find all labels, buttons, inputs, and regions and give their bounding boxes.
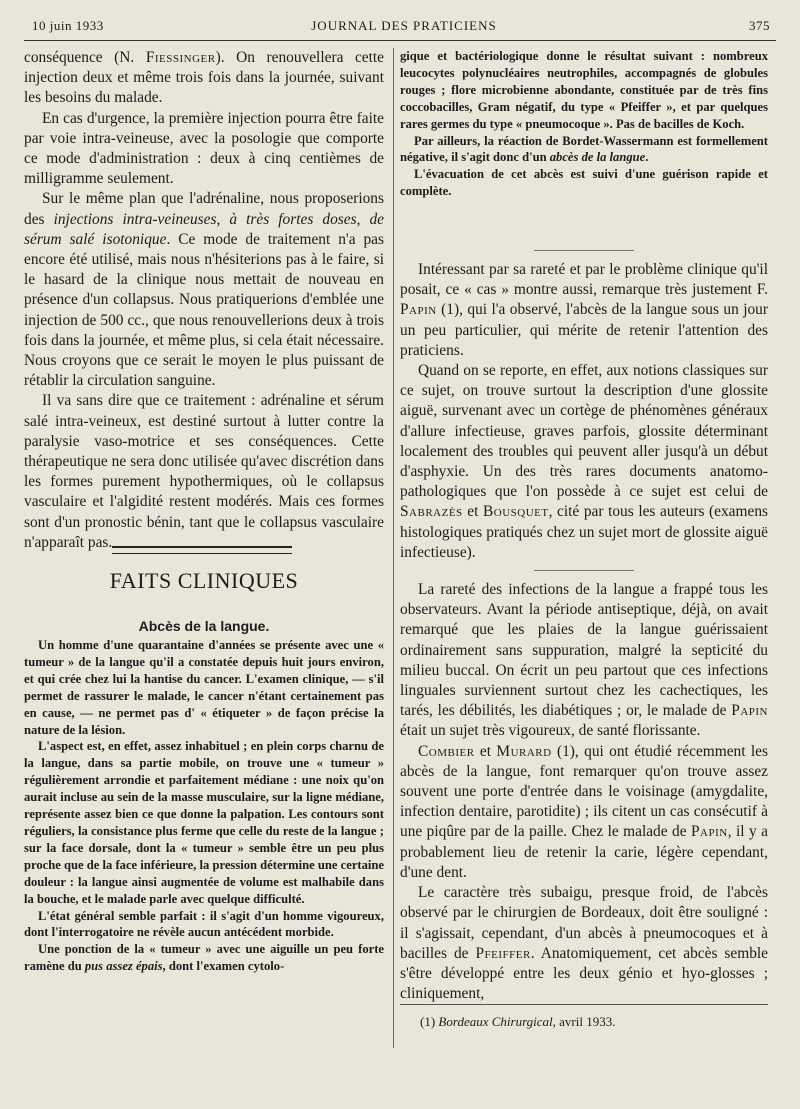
- right-column-discussion: [400, 250, 768, 1004]
- header-date: 10 juin 1933: [32, 18, 104, 33]
- paragraph: La rareté des infections de la langue a frappé tous les observateurs. Avant la période antiseptique, déjà, on avait remarqué que les plaies de la langue guérissaient ordinairement sans suppuration, malgré la septicité du milieu buccal. On écrit un peu partout que ces infections linguales surviennent surtout chez les cachectiques, les tarés, les débilités, les diabétiques ; or, le malade de Papin était un sujet très vigoureux, de santé florissante.: [400, 581, 768, 740]
- subsection-title: Abcès de la langue.: [138, 618, 270, 634]
- section-title: FAITS CLINIQUES: [109, 568, 299, 593]
- paragraph: conséquence (N. Fiessinger). On renouvellera cette injection deux et même trois fois dans la journée, suivant les besoins du malade.: [24, 49, 384, 107]
- separator: [534, 570, 634, 571]
- paragraph: Il va sans dire que ce traitement : adrénaline et sérum salé intra-veineux, est destiné surtout à lutter contre la paralysie vaso-motrice et ses conséquences. Cette thérapeutique ne sera donc utilisée qu'avec discrétion dans les formes purement hypothermiques, où le collapsus vasculaire et l'algidité restent modérés. Mais ces formes sont d'un pronostic bénin, tant que le collapsus vasculaire n'apparaît pas.: [24, 392, 384, 551]
- paragraph: Une ponction de la « tumeur » avec une aiguille un peu forte ramène du pus assez épais, dont l'examen cytolo-: [24, 942, 384, 974]
- header-rule: [24, 40, 776, 41]
- paragraph: L'évacuation de cet abcès est suivi d'une guérison rapide et complète.: [400, 167, 768, 199]
- paragraph: En cas d'urgence, la première injection pourra être faite par voie intra-veineuse, avec la posologie que comporte ce mode d'administration : deux à cinq centièmes de milligramme seulement.: [24, 109, 384, 188]
- paragraph: L'état général semble parfait : il s'agit d'un homme vigoureux, dont l'interrogatoire ne révèle aucun antécédent morbide.: [24, 908, 384, 940]
- paragraph: Le caractère très subaigu, presque froid, de l'abcès observé par le chirurgien de Bordeaux, doit être souligné : il s'agissait, cependant, d'un abcès à pneumocoques et à bacilles de Pfeiffer. Anatomiquement, cet abcès semble s'être développé entre les deux génio et hyo-glosses ; cliniquement,: [400, 884, 768, 1003]
- paragraph: Intéressant par sa rareté et par le problème clinique qu'il posait, ce « cas » montre aussi, remarque très justement F. Papin (1), qui l'a observé, l'abcès de la langue sous un jour un peu particulier, qui mérite de retenir l'attention des praticiens.: [400, 261, 768, 359]
- paragraph: Quand on se reporte, en effet, aux notions classiques sur ce sujet, on trouve surtout la description d'une glossite aiguë, survenant avec un cortège de phénomènes généraux d'allure infectieuse, graves parfois, glossite déterminant localement des troubles qui peuvent aller jusqu'à un début d'asphyxie. Un des très rares documents anatomo-pathologiques que l'on possède à ce sujet est celui de Sabrazès et Bousquet, cité par tous les auteurs (examens histologiques pratiqués chez un sujet mort de glossite aiguë infectieuse).: [400, 362, 769, 561]
- journal-title: JOURNAL DES PRATICIENS: [311, 18, 497, 33]
- paragraph: Combier et Murard (1), qui ont étudié récemment les abcès de la langue, font remarquer qu'on trouve assez souvent une porte d'entrée dans le voisinage (amygdalite, infection dentaire, parotidite) ; ils citent un cas consécutif à une piqûre par de la paille. Chez le malade de Papin, il y a probablement lieu de retenir la carie, légère cependant, d'une dent.: [400, 742, 768, 881]
- paragraph: Par ailleurs, la réaction de Bordet-Wassermann est formellement négative, il s'agit donc d'un abcès de la langue.: [400, 133, 768, 165]
- footnote-rule: [400, 1004, 768, 1005]
- running-header: [32, 14, 776, 38]
- section-rule: [112, 546, 292, 554]
- right-column-case-text: [400, 48, 768, 200]
- paragraph: L'aspect est, en effet, assez inhabituel ; en plein corps charnu de la langue, dans sa partie mobile, on trouve une « tumeur » régulièrement arrondie et parfaitement médiane : une noix qu'on aurait incluse au sein de la masse musculaire, sur la ligne médiane, représente assez bien ce que donne la palpation. Les contours sont réguliers, la consistance plus ferme que celle du reste de la langue ; sur la face dorsale, dont la « tumeur » semble être un peu plus proche que de la face inférieure, la pression détermine une certaine douleur : la langue ainsi augmentée de volume est malhabile dans la bouche, et le malade parle avec quelque difficulté.: [24, 739, 384, 906]
- paragraph: Un homme d'une quarantaine d'années se présente avec une « tumeur » de la langue qu'il a constatée depuis huit jours environ, et qui crée chez lui la hantise du cancer. L'examen clinique, — s'il permet de rassurer le malade, le cancer n'étant certainement pas en cause, — ne permet pas d' « étiqueter » de façon précise la nature de la lésion.: [24, 638, 384, 737]
- paragraph: Sur le même plan que l'adrénaline, nous proposerions des injections intra-veineuses, à très fortes doses, de sérum salé isotonique. Ce mode de traitement n'a pas encore été utilisé, mais nous n'hésiterions pas à le faire, si le hasard de la clinique nous mettait de nouveau en présence d'un collapsus. Nous pratiquerions d'emblée une injection de 500 cc., que nous renouvellerions deux à trois fois dans la journée, et même plus, si cela était nécessaire. Nous croyons que ce serait le moyen le plus puissant de rétablir la circulation sanguine.: [24, 190, 384, 390]
- separator: [534, 250, 634, 251]
- page-number: 375: [749, 18, 770, 33]
- left-column-text: [24, 48, 384, 553]
- footnote: (1) Bordeaux Chirurgical, avril 1933.: [420, 1014, 616, 1029]
- case-report-text: [24, 637, 384, 975]
- paragraph: gique et bactériologique donne le résultat suivant : nombreux leucocytes polynucléaires neutrophiles, accompagnés de globules rouges ; flore microbienne abondante, constituée par de très fins coccobacilles, Gram négatif, du type « Pfeiffer », et par quelques rares germes du type « pneumocoque ». Pas de bacilles de Koch.: [400, 49, 768, 131]
- column-divider: [393, 48, 394, 1048]
